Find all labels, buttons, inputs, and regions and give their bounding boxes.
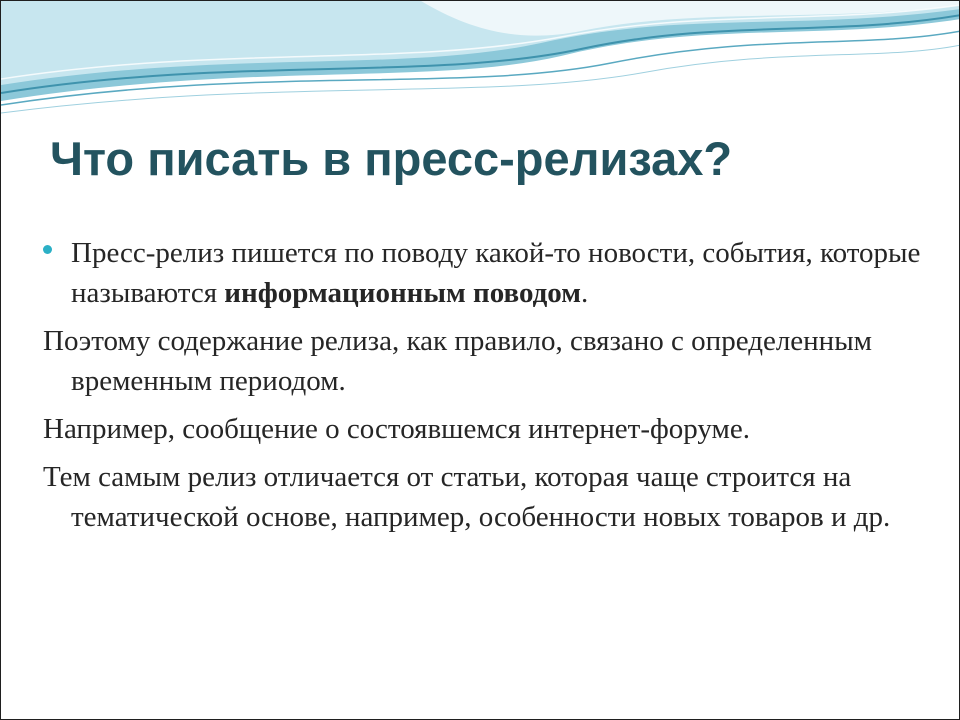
paragraph-2: Поэтому содержание релиза, как правило, связано с определенным временным периодом. bbox=[43, 325, 873, 397]
slide-content bbox=[43, 233, 948, 545]
paragraph-1 bbox=[43, 233, 948, 313]
bullet-icon bbox=[43, 245, 52, 254]
paragraph-1-end: . bbox=[581, 277, 589, 309]
wave-decoration bbox=[1, 1, 960, 121]
paragraph-1-bold-text: информационным поводом bbox=[224, 277, 581, 309]
paragraph-3: Например, сообщение о состоявшемся интернет-форуме. bbox=[43, 413, 750, 445]
paragraph-4: Тем самым релиз отличается от статьи, которая чаще строится на тематической основе, например, особенности новых товаров и др. bbox=[43, 461, 891, 533]
paragraph-1-text: Пресс-релиз пишется по поводу какой-то новости, события, которые называются bbox=[71, 237, 921, 309]
slide-title: Что писать в пресс-релизах? bbox=[50, 132, 733, 185]
